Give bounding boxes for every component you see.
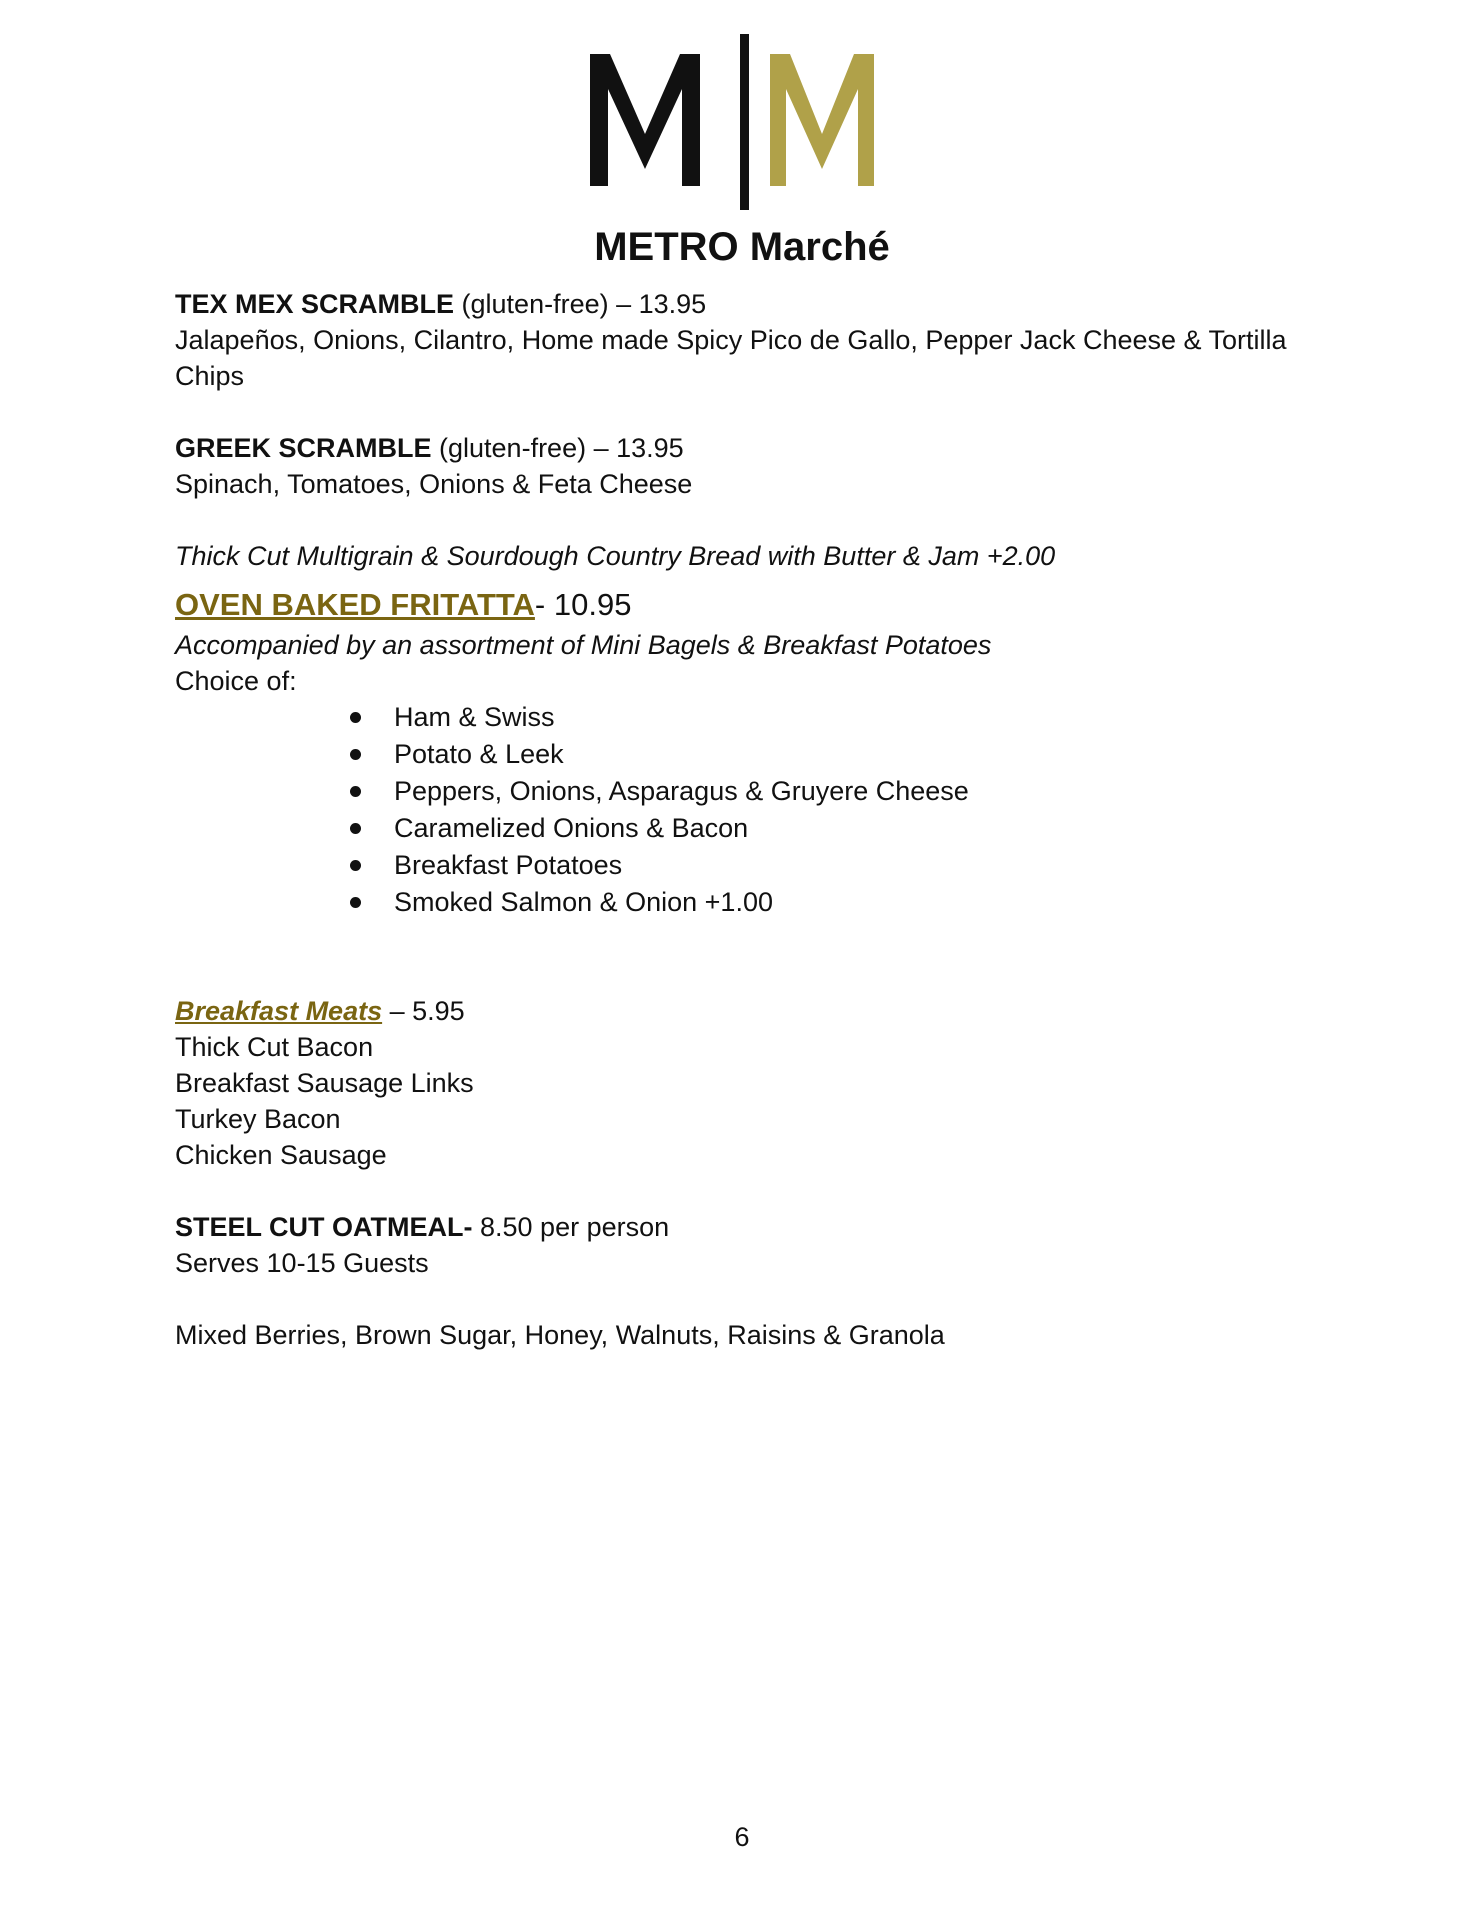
- fritatta-choices-list: [175, 699, 1325, 921]
- list-item: Smoked Salmon & Onion +1.00: [350, 884, 1325, 921]
- list-item: Peppers, Onions, Asparagus & Gruyere Cheese: [350, 773, 1325, 810]
- fritatta-heading: [175, 584, 1325, 627]
- bullet-icon: [350, 786, 361, 797]
- meats-price: – 5.95: [382, 996, 465, 1026]
- bullet-icon: [350, 823, 361, 834]
- page-number: 6: [734, 1822, 750, 1852]
- greek-heading: [175, 430, 1325, 466]
- meats-heading: [175, 993, 1325, 1029]
- meats-item: Turkey Bacon: [175, 1104, 341, 1134]
- greek-note: (gluten-free) – 13.95: [431, 433, 684, 463]
- list-item: Ham & Swiss: [350, 699, 1325, 736]
- list-item: Breakfast Potatoes: [350, 847, 1325, 884]
- oatmeal-toppings: Mixed Berries, Brown Sugar, Honey, Walnuts, Raisins & Granola: [175, 1320, 945, 1350]
- logo-divider: [740, 34, 749, 210]
- fritatta-price: - 10.95: [534, 587, 632, 622]
- menu-content: [175, 286, 1325, 1353]
- oatmeal-price: 8.50 per person: [472, 1212, 670, 1242]
- logo-wordmark: METRO Marché: [594, 225, 890, 269]
- bullet-icon: [350, 897, 361, 908]
- list-item: Potato & Leek: [350, 736, 1325, 773]
- tex-mex-note: (gluten-free) – 13.95: [454, 289, 707, 319]
- oatmeal-name: STEEL CUT OATMEAL-: [175, 1212, 473, 1242]
- oatmeal-serves: Serves 10-15 Guests: [175, 1248, 429, 1278]
- greek-description: Spinach, Tomatoes, Onions & Feta Cheese: [175, 469, 693, 499]
- fritatta-accompaniment: Accompanied by an assortment of Mini Bagels & Breakfast Potatoes: [175, 630, 992, 660]
- metro-marche-logo: [520, 34, 964, 282]
- bullet-icon: [350, 860, 361, 871]
- fritatta-title: OVEN BAKED FRITATTA: [175, 587, 535, 622]
- meats-item: Chicken Sausage: [175, 1140, 387, 1170]
- list-item: Caramelized Onions & Bacon: [350, 810, 1325, 847]
- tex-mex-description: Jalapeños, Onions, Cilantro, Home made Spicy Pico de Gallo, Pepper Jack Cheese & Tortilla Chips: [175, 325, 1287, 391]
- logo-m-left: [590, 54, 700, 186]
- meats-title: Breakfast Meats: [175, 996, 383, 1026]
- meats-item: Breakfast Sausage Links: [175, 1068, 474, 1098]
- oatmeal-heading: [175, 1209, 1325, 1245]
- meats-item: Thick Cut Bacon: [175, 1032, 374, 1062]
- logo-graphic: [520, 34, 964, 282]
- greek-name: GREEK SCRAMBLE: [175, 433, 432, 463]
- bullet-icon: [350, 712, 361, 723]
- logo-m-right: [770, 54, 874, 186]
- tex-mex-heading: [175, 286, 1325, 322]
- bullet-icon: [350, 749, 361, 760]
- bread-note: Thick Cut Multigrain & Sourdough Country Bread with Butter & Jam +2.00: [175, 541, 1056, 571]
- tex-mex-name: TEX MEX SCRAMBLE: [175, 289, 455, 319]
- fritatta-choice-label: Choice of:: [175, 666, 297, 696]
